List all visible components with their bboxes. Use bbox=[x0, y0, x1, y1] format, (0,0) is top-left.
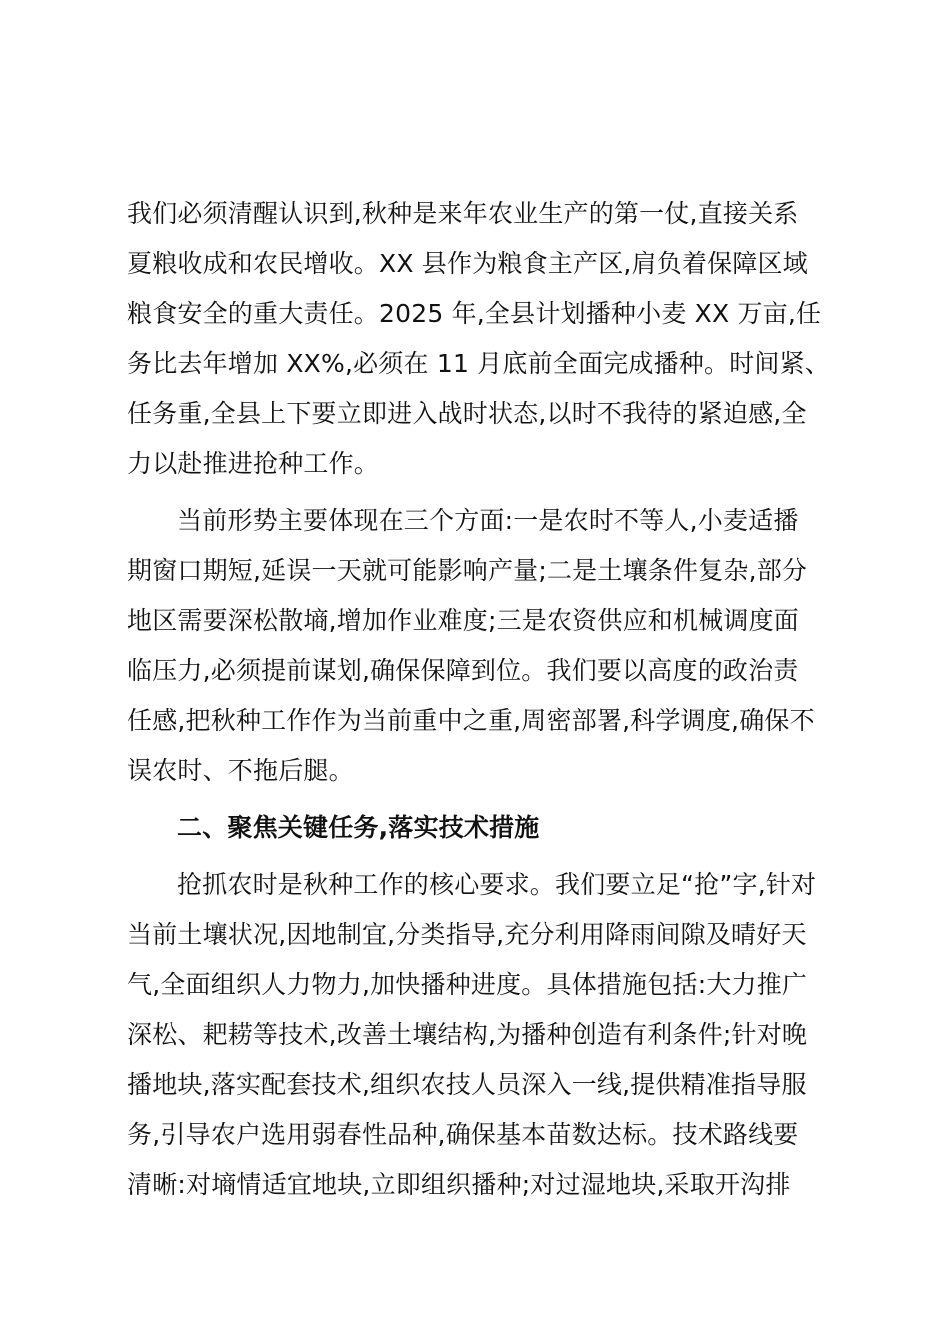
paragraph-3-line-7: 清晰:对墒情适宜地块,立即组织播种;对过湿地块,采取开沟排 bbox=[127, 1170, 791, 1199]
paragraph-2-line-6: 误农时、不拖后腿。 bbox=[127, 756, 354, 785]
paragraph-2-line-1: 当前形势主要体现在三个方面:一是农时不等人,小麦适播 bbox=[177, 506, 799, 535]
paragraph-1-line-2: 夏粮收成和农民增收。XX 县作为粮食主产区,肩负着保障区域 bbox=[127, 249, 808, 278]
paragraph-3-line-4: 深松、耙耢等技术,改善土壤结构,为播种创造有利条件;针对晚 bbox=[127, 1020, 808, 1049]
paragraph-3-line-1: 抢抓农时是秋种工作的核心要求。我们要立足“抢”字,针对 bbox=[177, 870, 817, 899]
paragraph-2-line-5: 任感,把秋种工作作为当前重中之重,周密部署,科学调度,确保不 bbox=[127, 706, 815, 735]
section-heading: 二、聚焦关键任务,落实技术措施 bbox=[177, 813, 540, 842]
paragraph-1-line-1: 我们必须清醒认识到,秋种是来年农业生产的第一仗,直接关系 bbox=[127, 199, 799, 228]
paragraph-2-line-2: 期窗口期短,延误一天就可能影响产量;二是土壤条件复杂,部分 bbox=[127, 556, 808, 585]
paragraph-1-line-6: 力以赴推进抢种工作。 bbox=[127, 449, 380, 478]
paragraph-1-line-5: 任务重,全县上下要立即进入战时状态,以时不我待的紧迫感,全 bbox=[127, 399, 807, 428]
paragraph-3-line-3: 气,全面组织人力物力,加快播种进度。具体措施包括:大力推广 bbox=[127, 970, 808, 999]
paragraph-3-line-2: 当前土壤状况,因地制宜,分类指导,充分利用降雨间隙及晴好天 bbox=[127, 920, 807, 949]
paragraph-2-line-4: 临压力,必须提前谋划,确保保障到位。我们要以高度的政治责 bbox=[127, 656, 799, 685]
paragraph-2-line-3: 地区需要深松散墒,增加作业难度;三是农资供应和机械调度面 bbox=[127, 606, 799, 635]
paragraph-1-line-3: 粮食安全的重大责任。2025 年,全县计划播种小麦 XX 万亩,任 bbox=[127, 299, 822, 328]
paragraph-1-line-4: 务比去年增加 XX%,必须在 11 月底前全面完成播种。时间紧、 bbox=[127, 349, 831, 378]
paragraph-3-line-5: 播地块,落实配套技术,组织农技人员深入一线,提供精准指导服 bbox=[127, 1070, 807, 1099]
paragraph-3-line-6: 务,引导农户选用弱春性品种,确保基本苗数达标。技术路线要 bbox=[127, 1120, 799, 1149]
